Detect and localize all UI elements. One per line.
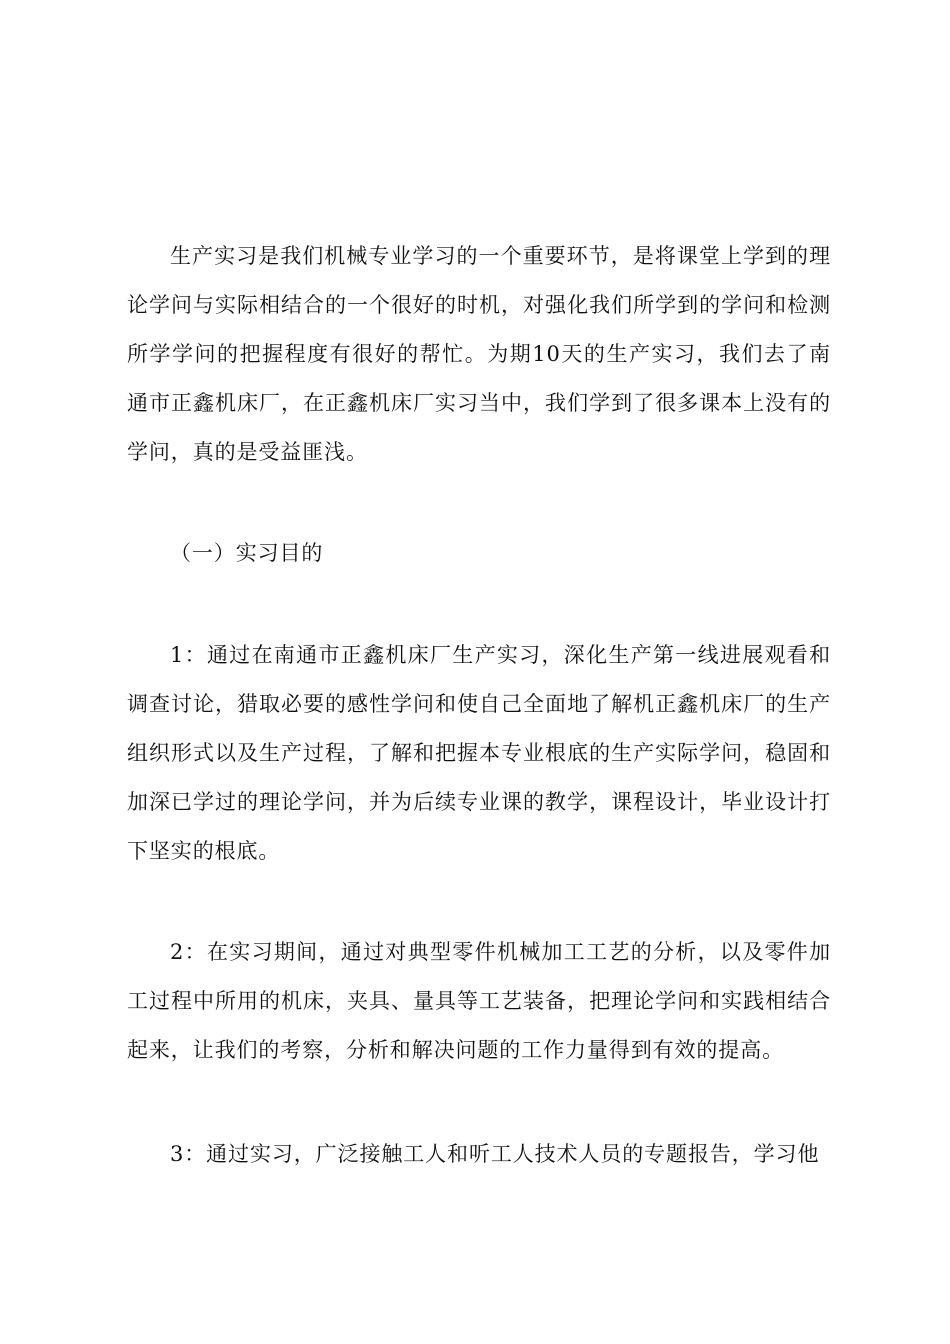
goal-paragraph-2: 2：在实习期间，通过对典型零件机械加工工艺的分析，以及零件加工过程中所用的机床，夹具、量具等工艺装备，把理论学问和实践相结合起来，让我们的考察，分析和解决问题的工作力量得到有效的提高。 (127, 940, 831, 1062)
intro-paragraph: 生产实习是我们机械专业学习的一个重要环节，是将课堂上学到的理论学问与实际相结合的一个很好的时机，对强化我们所学到的学问和检测所学学问的把握程度有很好的帮忙。为期10天的生产实习，我们去了南通市正鑫机床厂，在正鑫机床厂实习当中，我们学到了很多课本上没有的学问，真的是受益匪浅。 (127, 244, 831, 464)
goal-paragraph-1: 1：通过在南通市正鑫机床厂生产实习，深化生产第一线进展观看和调查讨论，猎取必要的感性学问和使自己全面地了解机正鑫机床厂的生产组织形式以及生产过程，了解和把握本专业根底的生产实际学问，稳固和加深已学过的理论学问，并为后续专业课的教学，课程设计，毕业设计打下坚实的根底。 (127, 643, 831, 863)
section-heading-goal: （一）实习目的 (170, 541, 324, 565)
goal-paragraph-3: 3：通过实习，广泛接触工人和听工人技术人员的专题报告，学习他 (170, 1142, 820, 1166)
